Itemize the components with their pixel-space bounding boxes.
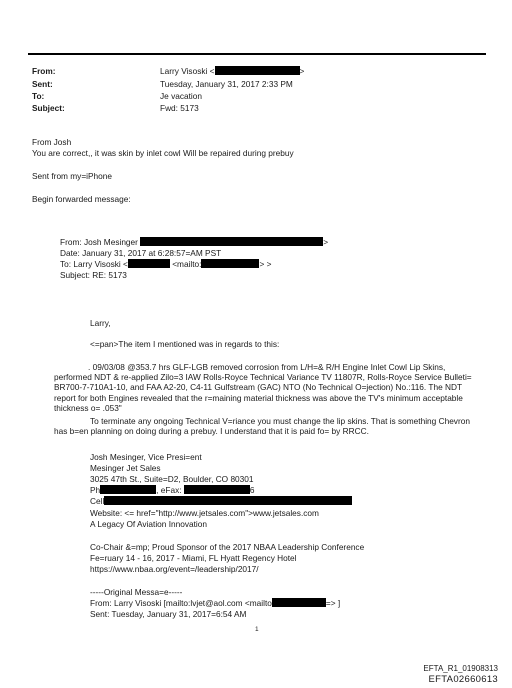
redaction-box	[104, 496, 352, 505]
sig-tagline: A Legacy Of Aviation Innovation	[90, 519, 208, 529]
fwd-date: Date: January 31, 2017 at 6:28:57=AM PST	[60, 248, 222, 258]
redaction-box	[201, 259, 259, 268]
sig-efax-label: , eFax:	[156, 485, 182, 495]
cochair-line-3: https://www.nbaa.org/event=/leadership/2017/	[90, 564, 259, 574]
original-from-text: From: Larry Visoski [mailto:lvjet@aol.com <mailto	[90, 598, 272, 608]
redaction-box	[100, 485, 156, 494]
body-line-correct: You are correct,, it was skin by inlet cowl Will be repaired during prebuy	[32, 148, 294, 158]
redaction-box	[128, 259, 170, 268]
original-from	[90, 598, 340, 608]
to-label: To:	[32, 91, 45, 101]
from-label: From:	[32, 66, 56, 76]
from-name: Larry Visoski <	[160, 66, 215, 76]
letter-intro: <=pan>The item I mentioned was in regards to this:	[90, 339, 280, 349]
body-line-sent-from: Sent from my=iPhone	[32, 171, 113, 181]
sent-label: Sent:	[32, 79, 53, 89]
to-value: Je vacation	[160, 91, 202, 101]
cochair-line-1: Co-Chair &=mp; Proud Sponsor of the 2017 NBAA Leadership Conference	[90, 542, 365, 552]
redaction-box	[215, 66, 300, 75]
letter-bullet-paragraph: . 09/03/08 @353.7 hrs GLF-LGB removed corrosion from L/H=& R/H Engine Inlet Cowl Lip Skins, performed NDT & re-applied Zilo=3 IAW Rolls-Royce Technical Variance TV 11807R, Rolls-Royce Service Bulleti= BR700-7-710A1-10, and FAA A2-20, C4-11 Gulfstream (GAC) NTO (No Technical O=jection) No.:116. The NDT report for both Engines revealed that the r=maining material thickness was above the TV's minimum acceptable thickness o= .053"	[54, 362, 472, 413]
subject-value: Fwd: 5173	[160, 103, 199, 113]
fwd-from-suffix: >	[323, 237, 329, 247]
sig-efax-tail: 6	[249, 485, 255, 495]
footer-id-2: EFTA02660613	[428, 674, 498, 685]
header-rule	[28, 53, 486, 55]
sig-address: 3025 47th St., Suite=D2, Boulder, CO 80301	[90, 474, 254, 484]
subject-label: Subject:	[32, 103, 65, 113]
sig-phone-line	[90, 485, 254, 495]
redaction-box	[184, 485, 250, 494]
fwd-from	[60, 237, 328, 247]
page-number: 1	[255, 626, 259, 633]
body-line-from-josh: From Josh	[32, 137, 72, 147]
fwd-to-name: To: Larry Visoski <	[60, 259, 128, 269]
fwd-to-mailto: <mailto:	[172, 259, 202, 269]
fwd-to-suffix: > >	[259, 259, 272, 269]
from-suffix: >	[299, 66, 305, 76]
redaction-box	[140, 237, 323, 246]
fwd-from-name: From: Josh Mesinger	[60, 237, 138, 247]
cochair-line-2: Fe=ruary 14 - 16, 2017 - Miami, FL Hyatt Regency Hotel	[90, 553, 297, 563]
footer-id-1: EFTA_R1_01908313	[423, 664, 498, 673]
sig-cell-label: Cell	[90, 496, 105, 506]
sig-name: Josh Mesinger, Vice Presi=ent	[90, 452, 202, 462]
sig-cell-line	[90, 496, 352, 506]
sig-ph-label: Ph	[90, 485, 101, 495]
fwd-to	[60, 259, 271, 269]
letter-terminate-paragraph: To terminate any ongoing Technical V=riance you must change the lip skins. That is something Chevron has b=en planning on doing during a prebuy. I understand that it is paid fo= by RRCC.	[54, 416, 470, 437]
sig-website: Website: <= href="http://www.jetsales.com">www.jetsales.com	[90, 508, 319, 518]
fwd-subject: Subject: RE: 5173	[60, 270, 127, 280]
from-value	[160, 66, 304, 76]
original-sent: Sent: Tuesday, January 31, 2017=6:54 AM	[90, 609, 247, 619]
original-from-suffix: => ]	[325, 598, 341, 608]
body-line-forwarded: Begin forwarded message:	[32, 194, 131, 204]
redaction-box	[272, 598, 326, 607]
letter-greeting: Larry,	[90, 318, 111, 328]
original-header: -----Original Messa=e-----	[90, 587, 183, 597]
sig-company: Mesinger Jet Sales	[90, 463, 161, 473]
sent-value: Tuesday, January 31, 2017 2:33 PM	[160, 79, 293, 89]
